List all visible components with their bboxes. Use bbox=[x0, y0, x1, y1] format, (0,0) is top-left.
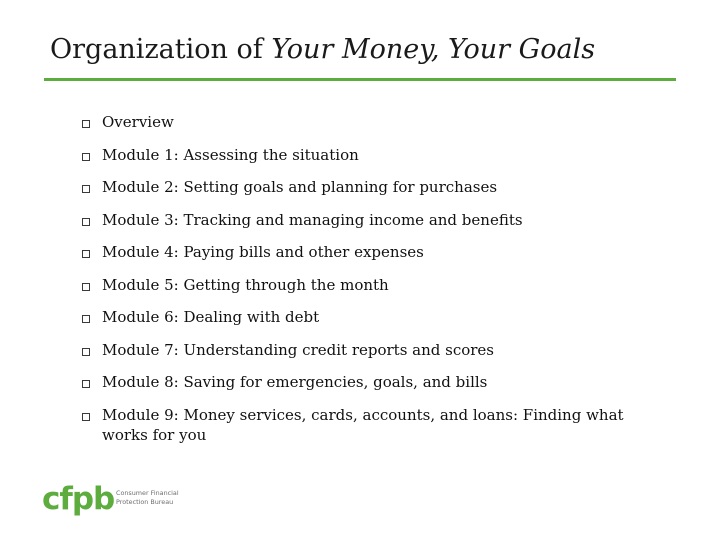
agency-name-line-2: Protection Bureau bbox=[116, 498, 174, 506]
cfpb-wordmark: cfpb bbox=[42, 481, 115, 517]
square-bullet-icon bbox=[82, 283, 90, 291]
list-item-module-9 bbox=[82, 405, 682, 445]
list-item-module-3 bbox=[82, 210, 682, 230]
list-item-text: Module 9: Money services, cards, accounts, and loans: Finding what works for you bbox=[102, 405, 624, 444]
list-item-module-5 bbox=[82, 275, 682, 295]
square-bullet-icon bbox=[82, 250, 90, 258]
list-item-text: Overview bbox=[102, 113, 174, 131]
square-bullet-icon bbox=[82, 153, 90, 161]
list-item-text: Module 5: Getting through the month bbox=[102, 275, 389, 294]
square-bullet-icon bbox=[82, 218, 90, 226]
list-item-text: Module 1: Assessing the situation bbox=[102, 145, 359, 164]
list-item-text: Module 7: Understanding credit reports and scores bbox=[102, 340, 495, 359]
list-item-module-2 bbox=[82, 177, 682, 197]
list-item-text: Module 3: Tracking and managing income and benefits bbox=[102, 210, 523, 229]
square-bullet-icon bbox=[82, 348, 90, 356]
agency-name-line-1: Consumer Financial bbox=[116, 489, 179, 497]
list-item-overview bbox=[82, 112, 682, 132]
title-divider bbox=[44, 78, 676, 81]
list-item-module-4 bbox=[82, 242, 682, 262]
square-bullet-icon bbox=[82, 315, 90, 323]
list-item-module-7 bbox=[82, 340, 682, 360]
module-list bbox=[82, 112, 682, 445]
square-bullet-icon bbox=[82, 380, 90, 388]
square-bullet-icon bbox=[82, 413, 90, 421]
slide-title bbox=[50, 32, 595, 68]
cfpb-logo bbox=[42, 478, 179, 520]
list-item-module-1 bbox=[82, 145, 682, 165]
list-item-text: Module 2: Setting goals and planning for purchases bbox=[102, 178, 498, 196]
square-bullet-icon bbox=[82, 185, 90, 193]
list-item-text: Module 6: Dealing with debt bbox=[102, 308, 320, 326]
slide-title-italic: Your Money, Your Goals bbox=[271, 34, 596, 65]
slide-title-prefix: Organization of bbox=[50, 34, 272, 65]
list-item-module-8 bbox=[82, 372, 682, 392]
list-item-text: Module 8: Saving for emergencies, goals, and bills bbox=[102, 373, 488, 391]
list-item-text: Module 4: Paying bills and other expenses bbox=[102, 243, 424, 261]
list-item-module-6 bbox=[82, 307, 682, 327]
square-bullet-icon bbox=[82, 120, 90, 128]
